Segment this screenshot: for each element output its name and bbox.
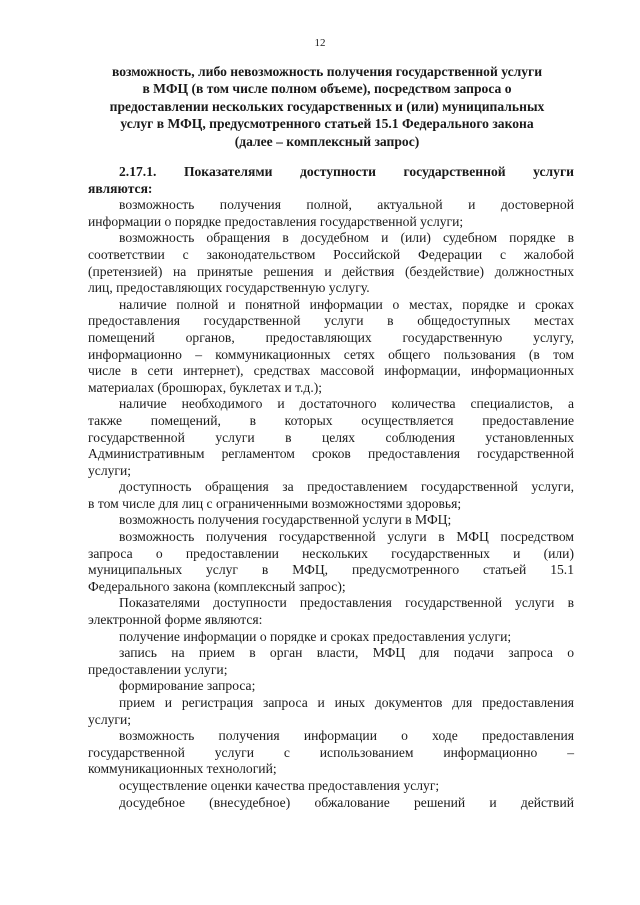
- text-line: наличие необходимого и достаточного количества специалистов, а: [119, 396, 574, 412]
- text-line: Административным регламентом сроков предоставления государственной: [88, 446, 574, 462]
- text-line: лиц, предоставляющих государственную услугу.: [88, 280, 370, 296]
- heading-line: услуг в МФЦ, предусмотренного статьей 15.1 Федерального закона: [120, 116, 534, 132]
- text-line: Федерального закона (комплексный запрос);: [88, 578, 346, 594]
- text-line: услуги;: [88, 462, 132, 478]
- text-line: являются:: [88, 180, 153, 196]
- text-line: досудебное (внесудебное) обжалование решений и действий: [119, 794, 574, 810]
- heading-line: предоставлении нескольких государственных и (или) муниципальных: [109, 98, 545, 114]
- page-number: 12: [314, 37, 326, 49]
- text-line: возможность получения полной, актуальной и достоверной: [119, 197, 574, 213]
- text-line: электронной форме являются:: [88, 612, 263, 628]
- text-line: государственной услуги с использованием информационно –: [88, 744, 574, 760]
- body-text: [88, 164, 574, 811]
- text-line: формирование запроса;: [119, 678, 256, 694]
- text-line: доступность обращения за предоставлением государственной услуги,: [119, 479, 574, 495]
- text-line: Показателями доступности предоставления государственной услуги в: [119, 595, 574, 611]
- text-line: предоставлении услуги;: [88, 661, 228, 677]
- text-line: помещений органов, предоставляющих государственную услугу,: [88, 329, 574, 345]
- heading-line: возможность, либо невозможность получения государственной услуги: [111, 64, 543, 79]
- text-line: также помещений, в которых осуществляется предоставление: [88, 412, 574, 428]
- section-heading: [82, 63, 572, 150]
- text-line: информации о порядке предоставления государственной услуги;: [88, 213, 464, 229]
- text-line: возможность получения информации о ходе предоставления: [119, 728, 574, 744]
- heading-line: в МФЦ (в том числе полном объеме), посредством запроса о: [142, 81, 512, 97]
- text-line: материалах (брошюрах, буклетах и т.д.);: [88, 379, 323, 395]
- text-line: получение информации о порядке и сроках предоставления услуги;: [119, 628, 512, 644]
- text-line: возможность получения государственной услуги в МФЦ посредством: [119, 529, 574, 545]
- text-line: возможность получения государственной услуги в МФЦ;: [119, 512, 452, 528]
- text-line: запроса о предоставлении нескольких государственных и (или): [88, 545, 574, 561]
- text-line: числе в сети интернет), средствах массовой информации, информационных: [88, 363, 574, 379]
- text-line: предоставления государственной услуги в общедоступных местах: [88, 313, 574, 329]
- text-line: наличие полной и понятной информации о местах, порядке и сроках: [119, 296, 574, 312]
- text-line: услуги;: [88, 711, 132, 727]
- text-line: 2.17.1. Показателями доступности государственной услуги: [119, 164, 574, 179]
- text-line: муниципальных услуг в МФЦ, предусмотренного статьей 15.1: [88, 562, 574, 578]
- text-line: (претензией) на принятые решения и действия (бездействие) должностных: [88, 263, 574, 279]
- text-line: государственной услуги в целях соблюдения установленных: [88, 429, 574, 445]
- text-line: коммуникационных технологий;: [88, 761, 277, 777]
- text-line: осуществление оценки качества предоставления услуг;: [119, 777, 440, 793]
- text-line: прием и регистрация запроса и иных документов для предоставления: [119, 695, 574, 710]
- text-line: возможность обращения в досудебном и (или) судебном порядке в: [119, 230, 574, 246]
- text-line: запись на прием в орган власти, МФЦ для подачи запроса о: [119, 645, 574, 661]
- heading-line: (далее – комплексный запрос): [234, 133, 420, 149]
- text-line: в том числе для лиц с ограниченными возможностями здоровья;: [88, 495, 462, 511]
- text-line: соответствии с законодательством Российской Федерации с жалобой: [88, 246, 574, 262]
- text-line: информационно – коммуникационных сетях общего пользования (в том: [88, 346, 574, 362]
